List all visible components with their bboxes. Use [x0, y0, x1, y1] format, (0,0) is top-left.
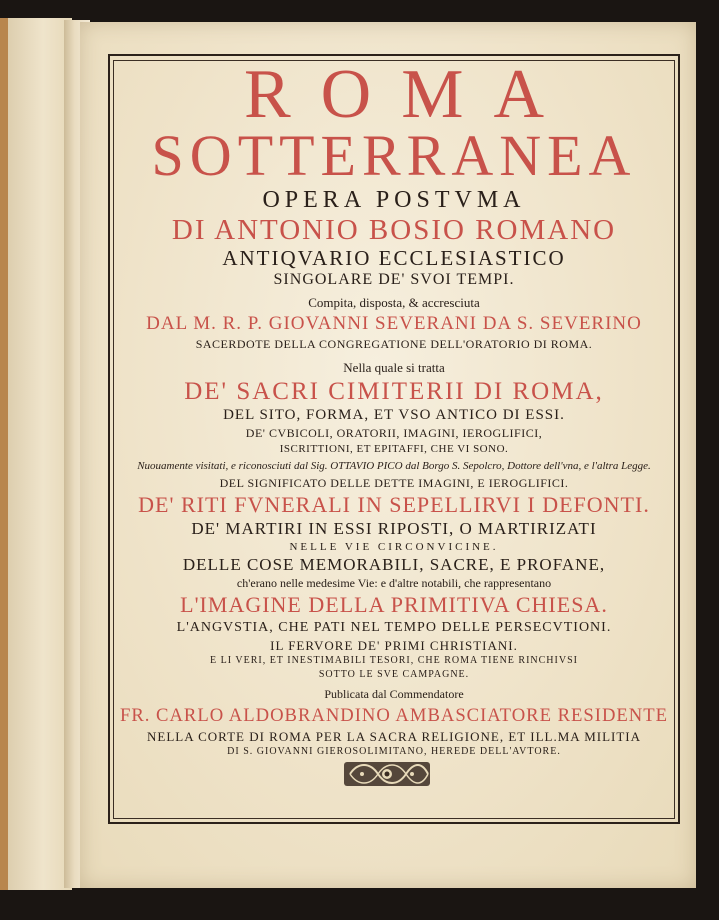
editor-line: DAL M. R. P. GIOVANNI SEVERANI DA S. SEVERINO	[146, 313, 642, 334]
subject-campagne: SOTTO LE SVE CAMPAGNE.	[318, 669, 470, 680]
author-title-2: SINGOLARE DE' SVOI TEMPI.	[273, 271, 515, 288]
subject-sito: DEL SITO, FORMA, ET VSO ANTICO DI ESSI.	[223, 407, 565, 423]
author-line: DI ANTONIO BOSIO ROMANO	[171, 214, 617, 246]
subject-riti-funerali: DE' RITI FVNERALI IN SEPELLIRVI I DEFONTI.	[138, 492, 650, 517]
publisher-title: NELLA CORTE DI ROMA PER LA SACRA RELIGIONE, ET ILL.MA MILITIA	[146, 729, 642, 744]
subject-fervore: IL FERVORE DE' PRIMI CHRISTIANI.	[270, 638, 518, 653]
printer-ornament-icon	[342, 758, 432, 790]
title-roma: ROMA	[243, 56, 575, 133]
author-title: ANTIQVARIO ECCLESIASTICO	[222, 246, 566, 270]
visited-by-line: Nuouamente visitati, e riconosciuti dal Sig. OTTAVIO PICO dal Borgo S. Sepolcro, Dottore dell'vna, e l'altra Legge.	[137, 460, 651, 472]
subject-martiri: DE' MARTIRI IN ESSI RIPOSTI, O MARTIRIZATI	[191, 519, 597, 538]
subject-vie: NELLE VIE CIRCONVICINE.	[289, 541, 499, 553]
subject-tesori: E LI VERI, ET INESTIMABILI TESORI, CHE ROMA TIENE RINCHIVSI	[210, 655, 578, 666]
subject-cimiteri: DE' SACRI CIMITERII DI ROMA,	[184, 378, 604, 405]
subject-significato: DEL SIGNIFICATO DELLE DETTE IMAGINI, E IEROGLIFICI.	[219, 476, 569, 490]
subject-intro: Nella quale si tratta	[343, 360, 445, 375]
facing-page	[0, 18, 72, 890]
published-by-line: Publicata dal Commendatore	[324, 687, 464, 701]
compiled-line: Compita, disposta, & accresciuta	[308, 295, 480, 310]
editor-title: SACERDOTE DELLA CONGREGATIONE DELL'ORATORIO DI ROMA.	[195, 337, 593, 351]
publisher-line: FR. CARLO ALDOBRANDINO AMBASCIATORE RESIDENTE	[119, 705, 668, 726]
subject-angustia: L'ANGVSTIA, CHE PATI NEL TEMPO DELLE PERSECVTIONI.	[176, 620, 612, 635]
publisher-order: DI S. GIOVANNI GIEROSOLIMITANO, HEREDE DELL'AVTORE.	[227, 746, 561, 757]
subject-cose-memorabili: DELLE COSE MEMORABILI, SACRE, E PROFANE,	[182, 555, 606, 574]
title-page-text	[113, 56, 675, 759]
subject-primitiva-chiesa: L'IMAGINE DELLA PRIMITIVA CHIESA.	[180, 592, 608, 617]
title-sotterranea: SOTTERRANEA	[151, 123, 637, 188]
book-cover-edge	[0, 18, 8, 890]
subject-cubicoli: DE' CVBICOLI, ORATORII, IMAGINI, IEROGLIFICI,	[245, 426, 543, 440]
subtitle-opera-postuma: OPERA POSTVMA	[262, 187, 526, 213]
subject-rappresentano: ch'erano nelle medesime Vie: e d'altre notabili, che rappresentano	[236, 576, 552, 590]
subject-iscrittioni: ISCRITTIONI, ET EPITAFFI, CHE VI SONO.	[279, 443, 509, 455]
